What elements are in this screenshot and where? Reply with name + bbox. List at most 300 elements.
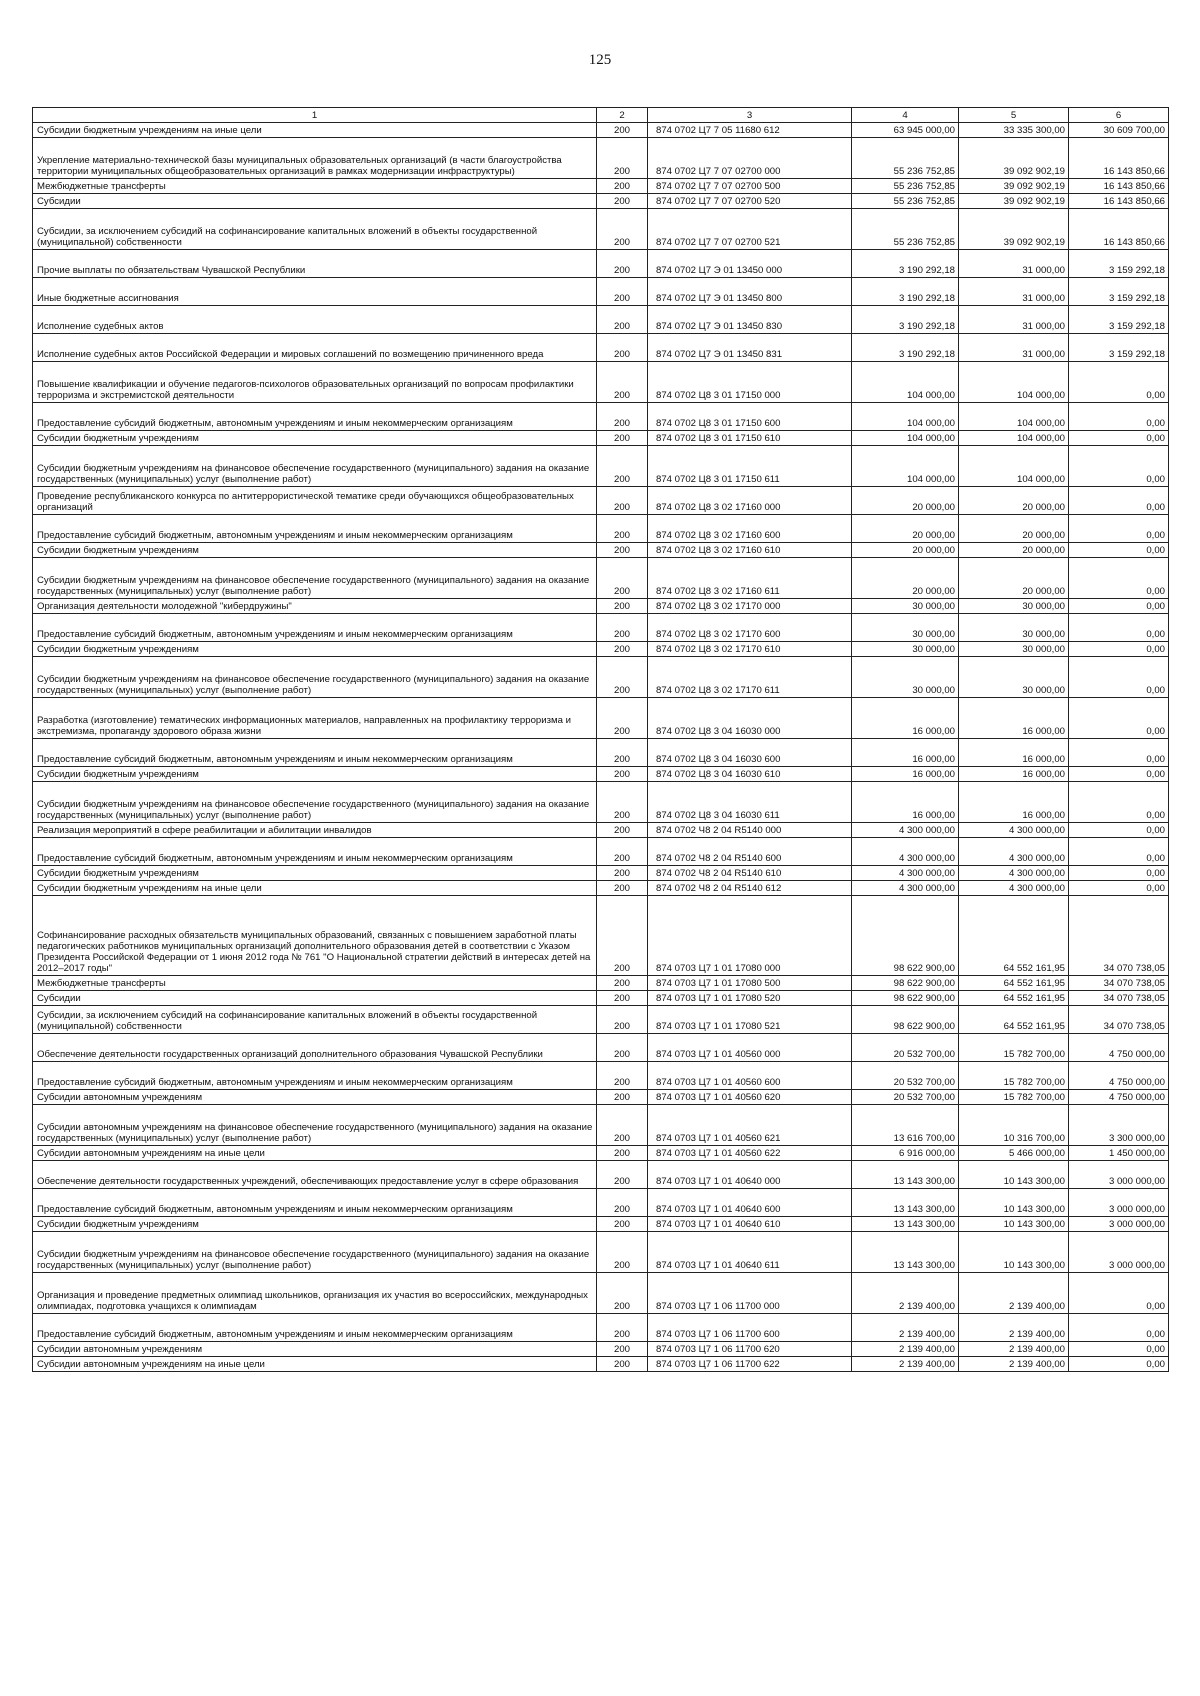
table-row [33,782,1169,823]
table-row [33,1357,1169,1372]
row-amount-col-4: 13 143 300,00 [852,1189,959,1217]
row-amount-col-5: 31 000,00 [959,278,1069,306]
row-col-2: 200 [597,657,648,698]
row-amount-col-6: 0,00 [1069,558,1169,599]
row-amount-col-6: 0,00 [1069,487,1169,515]
row-name: Предоставление субсидий бюджетным, автономным учреждениям и иным некоммерческим организациям [33,1189,597,1217]
row-name: Повышение квалификации и обучение педагогов-психологов образовательных организаций по вопросам профилактики терроризма и экстремистской деятельности [33,362,597,403]
row-amount-col-6: 0,00 [1069,614,1169,642]
table-row [33,1273,1169,1314]
table-row [33,739,1169,767]
row-col-2: 200 [597,138,648,179]
row-amount-col-4: 98 622 900,00 [852,1006,959,1034]
row-classification-code: 874 0702 Ч8 2 04 R5140 000 [648,823,852,838]
table-row [33,657,1169,698]
row-col-2: 200 [597,1189,648,1217]
table-row [33,558,1169,599]
row-amount-col-6: 34 070 738,05 [1069,896,1169,976]
table-row [33,881,1169,896]
row-amount-col-6: 0,00 [1069,1273,1169,1314]
row-amount-col-5: 31 000,00 [959,334,1069,362]
row-amount-col-6: 0,00 [1069,838,1169,866]
table-row [33,1217,1169,1232]
row-name: Субсидии бюджетным учреждениям [33,642,597,657]
header-col-3: 3 [648,108,852,123]
row-amount-col-5: 39 092 902,19 [959,138,1069,179]
row-classification-code: 874 0703 Ц7 1 01 17080 521 [648,1006,852,1034]
row-name: Исполнение судебных актов Российской Федерации и мировых соглашений по возмещению причиненного вреда [33,334,597,362]
row-name: Субсидии [33,991,597,1006]
row-amount-col-6: 0,00 [1069,698,1169,739]
row-amount-col-4: 13 143 300,00 [852,1217,959,1232]
row-name: Субсидии, за исключением субсидий на софинансирование капитальных вложений в объекты государственной (муниципальной) собственности [33,209,597,250]
row-classification-code: 874 0703 Ц7 1 01 40640 600 [648,1189,852,1217]
row-name: Субсидии бюджетным учреждениям на финансовое обеспечение государственного (муниципального) задания на оказание государственных (муниципальных) услуг (выполнение работ) [33,558,597,599]
row-amount-col-6: 0,00 [1069,1357,1169,1372]
row-classification-code: 874 0702 Ц8 3 04 16030 611 [648,782,852,823]
row-classification-code: 874 0703 Ц7 1 06 11700 622 [648,1357,852,1372]
row-col-2: 200 [597,1034,648,1062]
row-amount-col-4: 55 236 752,85 [852,194,959,209]
row-col-2: 200 [597,515,648,543]
table-row [33,698,1169,739]
row-col-2: 200 [597,838,648,866]
row-classification-code: 874 0702 Ц7 7 05 11680 612 [648,123,852,138]
row-classification-code: 874 0702 Ц8 3 02 17170 611 [648,657,852,698]
row-amount-col-4: 55 236 752,85 [852,209,959,250]
row-classification-code: 874 0703 Ц7 1 01 17080 500 [648,976,852,991]
row-classification-code: 874 0703 Ц7 1 01 40640 611 [648,1232,852,1273]
row-amount-col-5: 20 000,00 [959,543,1069,558]
table-row [33,487,1169,515]
row-amount-col-5: 30 000,00 [959,642,1069,657]
table-row [33,1034,1169,1062]
row-amount-col-5: 15 782 700,00 [959,1090,1069,1105]
row-name: Субсидии бюджетным учреждениям [33,767,597,782]
row-col-2: 200 [597,362,648,403]
row-col-2: 200 [597,881,648,896]
row-amount-col-4: 30 000,00 [852,657,959,698]
row-amount-col-4: 3 190 292,18 [852,334,959,362]
row-amount-col-6: 16 143 850,66 [1069,179,1169,194]
table-row [33,976,1169,991]
row-classification-code: 874 0702 Ц7 7 07 02700 520 [648,194,852,209]
row-amount-col-5: 2 139 400,00 [959,1357,1069,1372]
row-col-2: 200 [597,739,648,767]
row-amount-col-6: 16 143 850,66 [1069,209,1169,250]
row-classification-code: 874 0703 Ц7 1 01 40560 000 [648,1034,852,1062]
row-amount-col-4: 6 916 000,00 [852,1146,959,1161]
row-amount-col-6: 34 070 738,05 [1069,976,1169,991]
row-name: Реализация мероприятий в сфере реабилитации и абилитации инвалидов [33,823,597,838]
row-col-2: 200 [597,1146,648,1161]
row-amount-col-4: 4 300 000,00 [852,866,959,881]
row-col-2: 200 [597,642,648,657]
row-amount-col-5: 15 782 700,00 [959,1034,1069,1062]
row-classification-code: 874 0703 Ц7 1 06 11700 600 [648,1314,852,1342]
table-row [33,599,1169,614]
row-name: Организация деятельности молодежной "кибердружины" [33,599,597,614]
table-row [33,123,1169,138]
row-amount-col-5: 20 000,00 [959,558,1069,599]
row-amount-col-5: 30 000,00 [959,614,1069,642]
row-name: Предоставление субсидий бюджетным, автономным учреждениям и иным некоммерческим организациям [33,614,597,642]
table-row [33,306,1169,334]
row-amount-col-5: 10 143 300,00 [959,1189,1069,1217]
row-col-2: 200 [597,1273,648,1314]
table-row [33,866,1169,881]
row-amount-col-6: 3 300 000,00 [1069,1105,1169,1146]
table-row [33,838,1169,866]
row-amount-col-4: 3 190 292,18 [852,250,959,278]
row-amount-col-5: 10 143 300,00 [959,1232,1069,1273]
row-classification-code: 874 0702 Ц7 Э 01 13450 800 [648,278,852,306]
row-name: Субсидии бюджетным учреждениям [33,1217,597,1232]
row-classification-code: 874 0702 Ц8 3 02 17160 610 [648,543,852,558]
row-amount-col-6: 0,00 [1069,362,1169,403]
row-amount-col-5: 30 000,00 [959,599,1069,614]
table-row [33,1342,1169,1357]
row-col-2: 200 [597,823,648,838]
row-amount-col-4: 4 300 000,00 [852,823,959,838]
row-amount-col-4: 3 190 292,18 [852,306,959,334]
row-amount-col-4: 2 139 400,00 [852,1357,959,1372]
row-col-2: 200 [597,487,648,515]
row-amount-col-4: 3 190 292,18 [852,278,959,306]
row-col-2: 200 [597,1217,648,1232]
row-amount-col-5: 4 300 000,00 [959,866,1069,881]
row-amount-col-4: 20 532 700,00 [852,1034,959,1062]
header-col-4: 4 [852,108,959,123]
row-col-2: 200 [597,558,648,599]
row-name: Укрепление материально-технической базы муниципальных образовательных организаций (в части благоустройства территории муниципальных общеобразовательных организаций в рамках модернизации инфраструктуры) [33,138,597,179]
row-name: Прочие выплаты по обязательствам Чувашской Республики [33,250,597,278]
row-amount-col-4: 20 532 700,00 [852,1062,959,1090]
row-name: Иные бюджетные ассигнования [33,278,597,306]
row-col-2: 200 [597,991,648,1006]
table-row [33,614,1169,642]
row-amount-col-4: 20 000,00 [852,487,959,515]
row-amount-col-4: 30 000,00 [852,599,959,614]
row-amount-col-6: 0,00 [1069,642,1169,657]
row-classification-code: 874 0703 Ц7 1 01 17080 520 [648,991,852,1006]
row-amount-col-5: 64 552 161,95 [959,991,1069,1006]
row-classification-code: 874 0702 Ч8 2 04 R5140 600 [648,838,852,866]
row-col-2: 200 [597,1161,648,1189]
table-row [33,543,1169,558]
row-amount-col-6: 0,00 [1069,446,1169,487]
row-amount-col-4: 30 000,00 [852,642,959,657]
row-col-2: 200 [597,403,648,431]
row-amount-col-4: 13 143 300,00 [852,1161,959,1189]
row-name: Субсидии бюджетным учреждениям [33,431,597,446]
row-name: Организация и проведение предметных олимпиад школьников, организация их участия во всероссийских, международных олимпиадах, подготовка учащихся к олимпиадам [33,1273,597,1314]
row-classification-code: 874 0702 Ч8 2 04 R5140 610 [648,866,852,881]
row-amount-col-4: 4 300 000,00 [852,881,959,896]
header-row [33,108,1169,123]
row-amount-col-5: 4 300 000,00 [959,838,1069,866]
row-col-2: 200 [597,1062,648,1090]
row-amount-col-5: 104 000,00 [959,431,1069,446]
row-amount-col-6: 1 450 000,00 [1069,1146,1169,1161]
row-amount-col-6: 3 000 000,00 [1069,1217,1169,1232]
row-amount-col-4: 98 622 900,00 [852,991,959,1006]
row-classification-code: 874 0703 Ц7 1 06 11700 620 [648,1342,852,1357]
table-row [33,1062,1169,1090]
row-col-2: 200 [597,250,648,278]
row-amount-col-6: 4 750 000,00 [1069,1034,1169,1062]
row-amount-col-5: 104 000,00 [959,403,1069,431]
row-classification-code: 874 0702 Ц7 Э 01 13450 831 [648,334,852,362]
row-name: Предоставление субсидий бюджетным, автономным учреждениям и иным некоммерческим организациям [33,739,597,767]
row-amount-col-4: 104 000,00 [852,362,959,403]
header-col-6: 6 [1069,108,1169,123]
row-name: Субсидии автономным учреждениям на финансовое обеспечение государственного (муниципального) задания на оказание государственных (муниципальных) услуг (выполнение работ) [33,1105,597,1146]
row-name: Межбюджетные трансферты [33,976,597,991]
row-col-2: 200 [597,599,648,614]
table-row [33,250,1169,278]
row-amount-col-5: 39 092 902,19 [959,209,1069,250]
table-row [33,431,1169,446]
table-row [33,991,1169,1006]
row-col-2: 200 [597,194,648,209]
row-amount-col-4: 16 000,00 [852,767,959,782]
row-classification-code: 874 0703 Ц7 1 01 40560 622 [648,1146,852,1161]
row-amount-col-6: 3 159 292,18 [1069,334,1169,362]
row-amount-col-5: 33 335 300,00 [959,123,1069,138]
row-col-2: 200 [597,306,648,334]
row-classification-code: 874 0702 Ц7 7 07 02700 000 [648,138,852,179]
header-col-5: 5 [959,108,1069,123]
row-classification-code: 874 0702 Ц7 Э 01 13450 000 [648,250,852,278]
row-amount-col-4: 16 000,00 [852,739,959,767]
row-name: Проведение республиканского конкурса по антитеррористической тематике среди обучающихся общеобразовательных организаций [33,487,597,515]
row-name: Субсидии автономным учреждениям [33,1090,597,1105]
table-row [33,642,1169,657]
row-col-2: 200 [597,614,648,642]
page-number: 125 [588,52,612,68]
row-name: Субсидии, за исключением субсидий на софинансирование капитальных вложений в объекты государственной (муниципальной) собственности [33,1006,597,1034]
row-classification-code: 874 0703 Ц7 1 01 17080 000 [648,896,852,976]
row-name: Предоставление субсидий бюджетным, автономным учреждениям и иным некоммерческим организациям [33,403,597,431]
row-amount-col-5: 4 300 000,00 [959,881,1069,896]
row-amount-col-6: 3 000 000,00 [1069,1161,1169,1189]
row-amount-col-5: 10 143 300,00 [959,1217,1069,1232]
row-col-2: 200 [597,209,648,250]
row-amount-col-5: 64 552 161,95 [959,896,1069,976]
row-amount-col-6: 3 000 000,00 [1069,1232,1169,1273]
table-row [33,823,1169,838]
row-col-2: 200 [597,782,648,823]
row-amount-col-6: 0,00 [1069,543,1169,558]
row-amount-col-6: 0,00 [1069,657,1169,698]
row-amount-col-4: 98 622 900,00 [852,976,959,991]
row-classification-code: 874 0703 Ц7 1 01 40560 621 [648,1105,852,1146]
row-classification-code: 874 0702 Ц8 3 02 17170 600 [648,614,852,642]
row-name: Субсидии бюджетным учреждениям на финансовое обеспечение государственного (муниципального) задания на оказание государственных (муниципальных) услуг (выполнение работ) [33,657,597,698]
row-col-2: 200 [597,866,648,881]
row-classification-code: 874 0702 Ц8 3 02 17160 600 [648,515,852,543]
row-name: Предоставление субсидий бюджетным, автономным учреждениям и иным некоммерческим организациям [33,838,597,866]
row-name: Межбюджетные трансферты [33,179,597,194]
row-name: Субсидии бюджетным учреждениям на финансовое обеспечение государственного (муниципального) задания на оказание государственных (муниципальных) услуг (выполнение работ) [33,1232,597,1273]
row-classification-code: 874 0702 Ц8 3 01 17150 000 [648,362,852,403]
table-row [33,1189,1169,1217]
row-amount-col-4: 104 000,00 [852,403,959,431]
table-row [33,278,1169,306]
row-amount-col-5: 104 000,00 [959,362,1069,403]
table-row [33,446,1169,487]
row-classification-code: 874 0702 Ц8 3 01 17150 611 [648,446,852,487]
row-amount-col-5: 15 782 700,00 [959,1062,1069,1090]
row-amount-col-6: 3 159 292,18 [1069,306,1169,334]
row-amount-col-4: 30 000,00 [852,614,959,642]
row-amount-col-5: 2 139 400,00 [959,1273,1069,1314]
row-amount-col-4: 20 000,00 [852,515,959,543]
row-amount-col-6: 0,00 [1069,599,1169,614]
row-amount-col-6: 0,00 [1069,403,1169,431]
row-name: Субсидии бюджетным учреждениям [33,866,597,881]
table-row [33,515,1169,543]
row-name: Субсидии автономным учреждениям на иные цели [33,1146,597,1161]
row-col-2: 200 [597,767,648,782]
row-classification-code: 874 0702 Ц7 7 07 02700 500 [648,179,852,194]
row-amount-col-6: 0,00 [1069,767,1169,782]
row-col-2: 200 [597,1342,648,1357]
row-amount-col-5: 4 300 000,00 [959,823,1069,838]
row-amount-col-6: 30 609 700,00 [1069,123,1169,138]
row-name: Предоставление субсидий бюджетным, автономным учреждениям и иным некоммерческим организациям [33,515,597,543]
row-classification-code: 874 0702 Ц8 3 01 17150 610 [648,431,852,446]
row-classification-code: 874 0703 Ц7 1 01 40560 620 [648,1090,852,1105]
table-row [33,334,1169,362]
row-classification-code: 874 0702 Ц7 7 07 02700 521 [648,209,852,250]
row-name: Субсидии бюджетным учреждениям на иные цели [33,881,597,896]
row-name: Субсидии бюджетным учреждениям [33,543,597,558]
row-amount-col-5: 16 000,00 [959,767,1069,782]
row-classification-code: 874 0703 Ц7 1 06 11700 000 [648,1273,852,1314]
row-name: Исполнение судебных актов [33,306,597,334]
row-amount-col-4: 16 000,00 [852,698,959,739]
row-amount-col-6: 34 070 738,05 [1069,1006,1169,1034]
row-amount-col-6: 0,00 [1069,739,1169,767]
table-row [33,179,1169,194]
row-amount-col-6: 3 000 000,00 [1069,1189,1169,1217]
table-row [33,1146,1169,1161]
row-name: Обеспечение деятельности государственных учреждений, обеспечивающих предоставление услуг в сфере образования [33,1161,597,1189]
row-amount-col-6: 4 750 000,00 [1069,1062,1169,1090]
row-amount-col-5: 10 316 700,00 [959,1105,1069,1146]
row-name: Субсидии [33,194,597,209]
row-amount-col-6: 4 750 000,00 [1069,1090,1169,1105]
row-classification-code: 874 0702 Ц8 3 02 17170 000 [648,599,852,614]
row-amount-col-5: 31 000,00 [959,306,1069,334]
table-row [33,209,1169,250]
row-classification-code: 874 0703 Ц7 1 01 40560 600 [648,1062,852,1090]
row-amount-col-5: 2 139 400,00 [959,1314,1069,1342]
row-amount-col-6: 0,00 [1069,866,1169,881]
row-amount-col-5: 30 000,00 [959,657,1069,698]
row-amount-col-6: 0,00 [1069,782,1169,823]
header-col-2: 2 [597,108,648,123]
row-amount-col-4: 20 000,00 [852,558,959,599]
row-amount-col-6: 16 143 850,66 [1069,194,1169,209]
row-amount-col-5: 2 139 400,00 [959,1342,1069,1357]
row-classification-code: 874 0702 Ц7 Э 01 13450 830 [648,306,852,334]
row-classification-code: 874 0702 Ц8 3 02 17170 610 [648,642,852,657]
row-amount-col-4: 55 236 752,85 [852,179,959,194]
row-amount-col-4: 104 000,00 [852,446,959,487]
row-amount-col-4: 63 945 000,00 [852,123,959,138]
row-classification-code: 874 0703 Ц7 1 01 40640 610 [648,1217,852,1232]
header-col-1: 1 [33,108,597,123]
row-col-2: 200 [597,1357,648,1372]
row-amount-col-6: 0,00 [1069,881,1169,896]
row-name: Разработка (изготовление) тематических информационных материалов, направленных на профилактику терроризма и экстремизма, пропаганду здорового образа жизни [33,698,597,739]
row-amount-col-5: 10 143 300,00 [959,1161,1069,1189]
table-row [33,403,1169,431]
table-row [33,1314,1169,1342]
row-name: Софинансирование расходных обязательств муниципальных образований, связанных с повышением заработной платы педагогических работников муниципальных организаций дополнительного образования детей в соответствии с Указом Президента Российской Федерации от 1 июня 2012 года № 761 "О Национальной стратегии действий в интересах детей на 2012–2017 годы" [33,896,597,976]
row-name: Предоставление субсидий бюджетным, автономным учреждениям и иным некоммерческим организациям [33,1062,597,1090]
row-col-2: 200 [597,698,648,739]
row-amount-col-6: 3 159 292,18 [1069,278,1169,306]
table-row [33,194,1169,209]
row-amount-col-4: 2 139 400,00 [852,1342,959,1357]
row-col-2: 200 [597,446,648,487]
table-row [33,1090,1169,1105]
row-amount-col-4: 13 143 300,00 [852,1232,959,1273]
row-amount-col-4: 98 622 900,00 [852,896,959,976]
row-classification-code: 874 0702 Ц8 3 01 17150 600 [648,403,852,431]
row-amount-col-6: 16 143 850,66 [1069,138,1169,179]
row-col-2: 200 [597,976,648,991]
row-name: Обеспечение деятельности государственных организаций дополнительного образования Чувашской Республики [33,1034,597,1062]
table-row [33,896,1169,976]
row-amount-col-4: 20 532 700,00 [852,1090,959,1105]
row-amount-col-4: 20 000,00 [852,543,959,558]
row-col-2: 200 [597,1006,648,1034]
row-classification-code: 874 0702 Ц8 3 04 16030 610 [648,767,852,782]
row-name: Субсидии автономным учреждениям [33,1342,597,1357]
row-classification-code: 874 0702 Ч8 2 04 R5140 612 [648,881,852,896]
row-name: Субсидии бюджетным учреждениям на финансовое обеспечение государственного (муниципального) задания на оказание государственных (муниципальных) услуг (выполнение работ) [33,446,597,487]
row-amount-col-5: 64 552 161,95 [959,1006,1069,1034]
row-amount-col-6: 0,00 [1069,1342,1169,1357]
row-classification-code: 874 0702 Ц8 3 02 17160 611 [648,558,852,599]
row-amount-col-5: 39 092 902,19 [959,194,1069,209]
row-name: Субсидии автономным учреждениям на иные цели [33,1357,597,1372]
row-col-2: 200 [597,1314,648,1342]
table-body [33,123,1169,1372]
row-classification-code: 874 0702 Ц8 3 04 16030 600 [648,739,852,767]
row-amount-col-4: 2 139 400,00 [852,1273,959,1314]
table-row [33,138,1169,179]
row-amount-col-6: 0,00 [1069,431,1169,446]
row-amount-col-4: 4 300 000,00 [852,838,959,866]
table-row [33,362,1169,403]
row-classification-code: 874 0703 Ц7 1 01 40640 000 [648,1161,852,1189]
row-classification-code: 874 0702 Ц8 3 04 16030 000 [648,698,852,739]
row-col-2: 200 [597,278,648,306]
row-name: Субсидии бюджетным учреждениям на финансовое обеспечение государственного (муниципального) задания на оказание государственных (муниципальных) услуг (выполнение работ) [33,782,597,823]
row-amount-col-6: 0,00 [1069,823,1169,838]
row-amount-col-4: 16 000,00 [852,782,959,823]
row-col-2: 200 [597,1090,648,1105]
row-amount-col-6: 0,00 [1069,515,1169,543]
row-col-2: 200 [597,431,648,446]
row-amount-col-4: 2 139 400,00 [852,1314,959,1342]
